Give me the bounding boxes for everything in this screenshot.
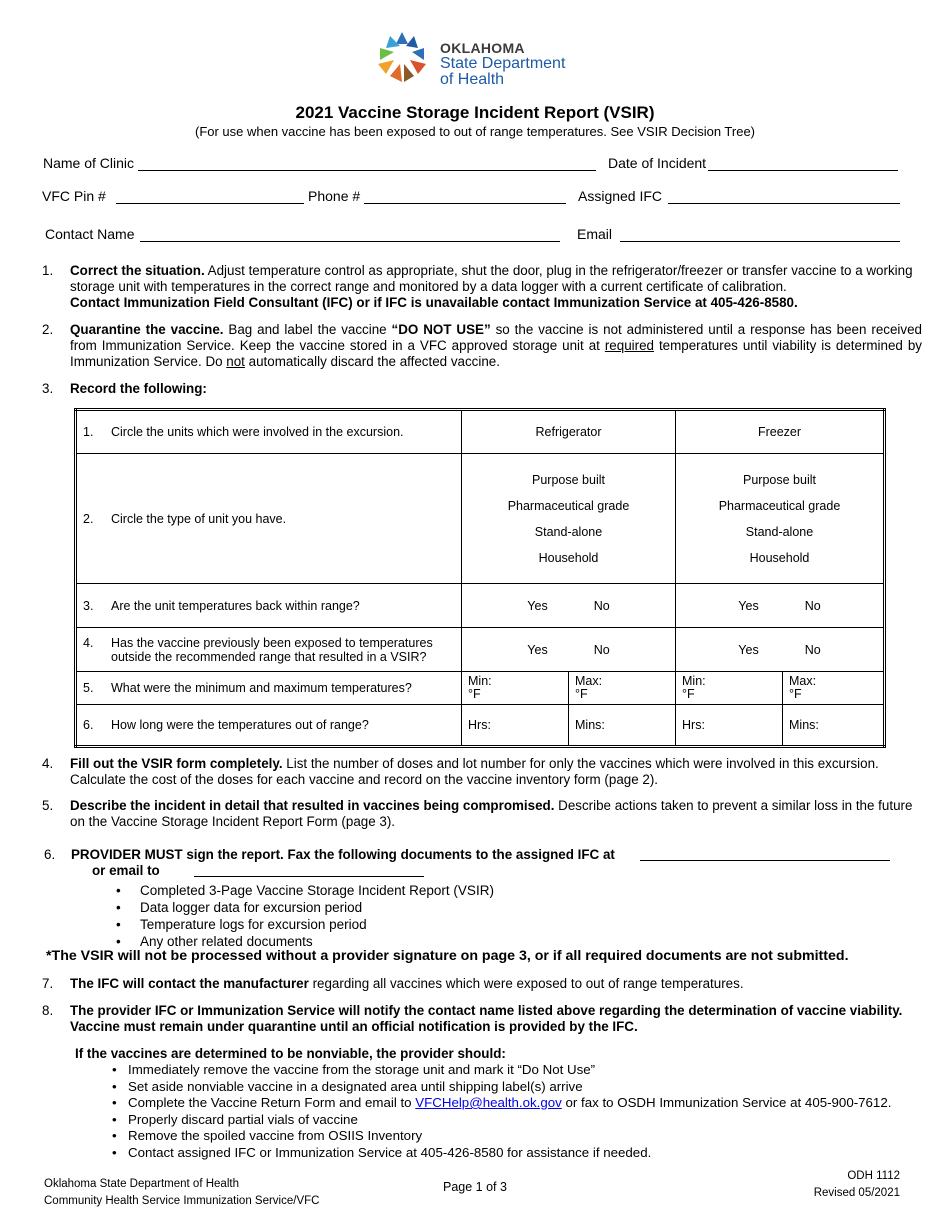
question-text: Has the vaccine previously been exposed to temperatures outside the recommended range that resulted in a VSIR? — [111, 635, 433, 664]
return-fax-text: or fax to OSDH Immunization Service at 405-900-7612. — [561, 1095, 892, 1110]
revised-date: Revised 05/2021 — [813, 1187, 900, 1199]
question-cell — [76, 672, 462, 705]
max-label: Max: — [575, 674, 603, 688]
vfc-help-email-link[interactable]: VFCHelp@health.ok.gov — [415, 1095, 562, 1110]
household-option[interactable]: Household — [538, 550, 599, 565]
step-8-heading: The provider IFC or Immunization Service will notify the contact name listed above regarding the determination of vaccine viability. Vaccine must remain under quarantine until an official notification is provided by the IFC. — [70, 1003, 903, 1034]
question-text: How long were the temperatures out of range? — [111, 718, 369, 732]
step-6-heading: PROVIDER MUST sign the report. Fax the following documents to the assigned IFC at — [71, 847, 615, 862]
step-2-heading: Quarantine the vaccine. — [70, 322, 224, 337]
list-item: • Contact assigned IFC or Immunization Service at 405-426-8580 for assistance if needed. — [112, 1145, 932, 1162]
step-5-heading: Describe the incident in detail that resulted in vaccines being compromised. — [70, 798, 555, 813]
date-label: Date of Incident — [608, 155, 707, 171]
no-option[interactable]: No — [593, 642, 610, 657]
unit-label: °F — [682, 687, 695, 701]
date-field[interactable] — [708, 170, 898, 171]
table-row — [76, 410, 885, 454]
freezer-max-field[interactable] — [783, 672, 885, 705]
question-number: 2. — [83, 511, 94, 526]
list-item: • Immediately remove the vaccine from the storage unit and mark it “Do Not Use” — [112, 1062, 932, 1079]
fridge-type-options — [462, 454, 676, 584]
email-label: Email — [577, 226, 613, 242]
do-not-use-label: “DO NOT USE” — [391, 322, 491, 337]
step-1-heading: Correct the situation. — [70, 263, 205, 278]
list-item: • Data logger data for excursion period — [116, 899, 716, 916]
step-4-heading: Fill out the VSIR form completely. — [70, 756, 283, 771]
contact-field[interactable] — [140, 241, 560, 242]
ifc-fax-field[interactable] — [640, 860, 890, 861]
logo-emblem-icon — [378, 32, 426, 82]
min-label: Min: — [682, 674, 706, 688]
pharmaceutical-grade-option[interactable]: Pharmaceutical grade — [507, 498, 630, 513]
step-2-text-c: temperatures until viability is determined by Immunization Service. Do — [70, 338, 922, 369]
fridge-yes-no — [462, 628, 676, 672]
step-1 — [42, 263, 922, 313]
question-text: Are the unit temperatures back within range? — [111, 598, 360, 613]
ifc-field[interactable] — [668, 203, 900, 204]
logo-line-2: State Department — [440, 55, 566, 72]
phone-label: Phone # — [308, 188, 361, 204]
list-item: • Any other related documents — [116, 933, 716, 950]
question-number: 6. — [83, 718, 94, 732]
freezer-option[interactable]: Freezer — [676, 410, 885, 454]
logo-wordmark — [440, 40, 565, 88]
footer-org-line-2: Community Health Service Immunization Service/VFC — [44, 1195, 320, 1207]
step-1-number: 1. — [42, 263, 54, 278]
not-text: not — [226, 354, 245, 369]
vfc-pin-field[interactable] — [116, 203, 304, 204]
unit-label: °F — [789, 687, 802, 701]
question-number: 1. — [83, 425, 94, 439]
step-1-contact: Contact Immunization Field Consultant (IFC) or if IFC is unavailable contact Immunization Service at 405-426-8580. — [70, 295, 798, 310]
step-3-heading: Record the following: — [70, 381, 207, 396]
ifc-email-field[interactable] — [194, 876, 424, 877]
logo-line-3: of Health — [440, 71, 505, 88]
form-subtitle: (For use when vaccine has been exposed to out of range temperatures. See VSIR Decision Tree) — [194, 124, 756, 139]
logo-line-1: OKLAHOMA — [440, 40, 525, 56]
step-2 — [42, 322, 922, 372]
step-6-number: 6. — [44, 847, 56, 862]
table-row — [76, 584, 885, 628]
contact-label: Contact Name — [45, 226, 135, 242]
fridge-max-field[interactable] — [569, 672, 676, 705]
list-item: • Completed 3-Page Vaccine Storage Incident Report (VSIR) — [116, 882, 716, 899]
freezer-type-options — [676, 454, 885, 584]
yes-option[interactable]: Yes — [738, 642, 759, 657]
page-number: Page 1 of 3 — [443, 1180, 507, 1194]
question-text: What were the minimum and maximum temperatures? — [111, 681, 412, 695]
footer-form — [814, 1168, 900, 1202]
no-option[interactable]: No — [593, 598, 610, 613]
question-cell — [76, 410, 462, 454]
min-label: Min: — [468, 674, 492, 688]
step-4-number: 4. — [42, 756, 54, 771]
required-text: required — [604, 338, 654, 353]
unit-label: °F — [468, 687, 481, 701]
step-3-number: 3. — [42, 381, 54, 396]
step-7-number: 7. — [42, 976, 54, 991]
fridge-min-field[interactable] — [462, 672, 569, 705]
step-6-email-label: or email to — [92, 863, 160, 878]
list-item: • Remove the spoiled vaccine from OSIIS Inventory — [112, 1128, 932, 1145]
step-2-number: 2. — [42, 322, 54, 337]
clinic-label: Name of Clinic — [43, 155, 135, 171]
step-5-number: 5. — [42, 798, 54, 813]
question-number: 4. — [83, 635, 94, 650]
table-row — [76, 628, 885, 672]
stand-alone-option[interactable]: Stand-alone — [534, 524, 603, 539]
freezer-yes-no — [676, 584, 885, 628]
step-7-text: regarding all vaccines which were exposed to out of range temperatures. — [308, 976, 744, 991]
household-option[interactable]: Household — [749, 550, 810, 565]
no-option[interactable]: No — [804, 642, 821, 657]
footer-org-line-1: Oklahoma State Department of Health — [44, 1178, 239, 1190]
clinic-field[interactable] — [138, 170, 596, 171]
list-item — [112, 1095, 932, 1112]
refrigerator-option[interactable]: Refrigerator — [462, 410, 676, 454]
unit-label: °F — [575, 687, 588, 701]
table-row — [76, 454, 885, 584]
fridge-yes-no — [462, 584, 676, 628]
fridge-mins-field[interactable]: Mins: — [569, 705, 676, 747]
signature-warning: *The VSIR will not be processed without a provider signature on page 3, or if all required documents are not submitted. — [46, 948, 849, 964]
step-2-text-a: Bag and label the vaccine — [223, 322, 392, 337]
email-field[interactable] — [620, 241, 900, 242]
ifc-label: Assigned IFC — [578, 188, 663, 204]
question-cell — [76, 454, 462, 584]
list-item: • Properly discard partial vials of vaccine — [112, 1112, 932, 1129]
question-text: Circle the type of unit you have. — [111, 511, 287, 526]
table-row — [76, 672, 885, 705]
step-2-text-d: automatically discard the affected vaccine. — [244, 354, 500, 369]
freezer-yes-no — [676, 628, 885, 672]
freezer-min-field[interactable] — [676, 672, 783, 705]
documents-list — [116, 882, 716, 950]
step-5-text: Describe actions taken to prevent a similar loss in the future on the Vaccine Storage Incident Report Form (page 3). — [70, 798, 913, 829]
nonviable-heading: If the vaccines are determined to be nonviable, the provider should: — [75, 1046, 506, 1061]
pharmaceutical-grade-option[interactable]: Pharmaceutical grade — [718, 498, 841, 513]
yes-option[interactable]: Yes — [527, 642, 548, 657]
question-cell — [76, 628, 462, 672]
list-item: • Set aside nonviable vaccine in a designated area until shipping label(s) arrive — [112, 1079, 932, 1096]
freezer-hrs-field[interactable]: Hrs: — [676, 705, 783, 747]
list-item: • Temperature logs for excursion period — [116, 916, 716, 933]
phone-field[interactable] — [364, 203, 566, 204]
step-8-number: 8. — [42, 1003, 54, 1018]
vfc-pin-label: VFC Pin # — [42, 188, 106, 204]
yes-option[interactable]: Yes — [527, 598, 548, 613]
max-label: Max: — [789, 674, 817, 688]
question-number: 3. — [83, 598, 94, 613]
form-title: 2021 Vaccine Storage Incident Report (VSIR) — [295, 103, 655, 122]
purpose-built-option[interactable]: Purpose built — [743, 472, 816, 487]
stand-alone-option[interactable]: Stand-alone — [745, 524, 814, 539]
question-cell — [76, 705, 462, 747]
record-table — [74, 408, 886, 748]
question-text: Circle the units which were involved in the excursion. — [111, 425, 404, 439]
yes-option[interactable]: Yes — [738, 598, 759, 613]
table-row — [76, 705, 885, 747]
step-2-text-b: so the vaccine is not administered until a response has been received from Immunization Service. Keep the vaccine stored in a VFC approved storage unit at — [70, 322, 922, 353]
fridge-hrs-field[interactable]: Hrs: — [462, 705, 569, 747]
no-option[interactable]: No — [804, 598, 821, 613]
form-number: ODH 1112 — [847, 1170, 900, 1182]
return-form-text: Complete the Vaccine Return Form and email to — [128, 1095, 416, 1110]
step-4-text: List the number of doses and lot number for only the vaccines which were involved in this excursion. Calculate the cost of the doses for each vaccine and record on the vaccine inventory form (page 2). — [70, 756, 879, 787]
step-1-text: Adjust temperature control as appropriate, shut the door, plug in the refrigerator/freezer or transfer vaccine to a working storage unit with temperatures in the correct range and monitored by a data logger with a current certificate of calibration. — [70, 263, 913, 294]
freezer-mins-field[interactable]: Mins: — [783, 705, 885, 747]
question-number: 5. — [83, 681, 94, 695]
step-7-heading: The IFC will contact the manufacturer — [70, 976, 309, 991]
nonviable-list — [112, 1062, 932, 1161]
question-cell — [76, 584, 462, 628]
purpose-built-option[interactable]: Purpose built — [532, 472, 605, 487]
